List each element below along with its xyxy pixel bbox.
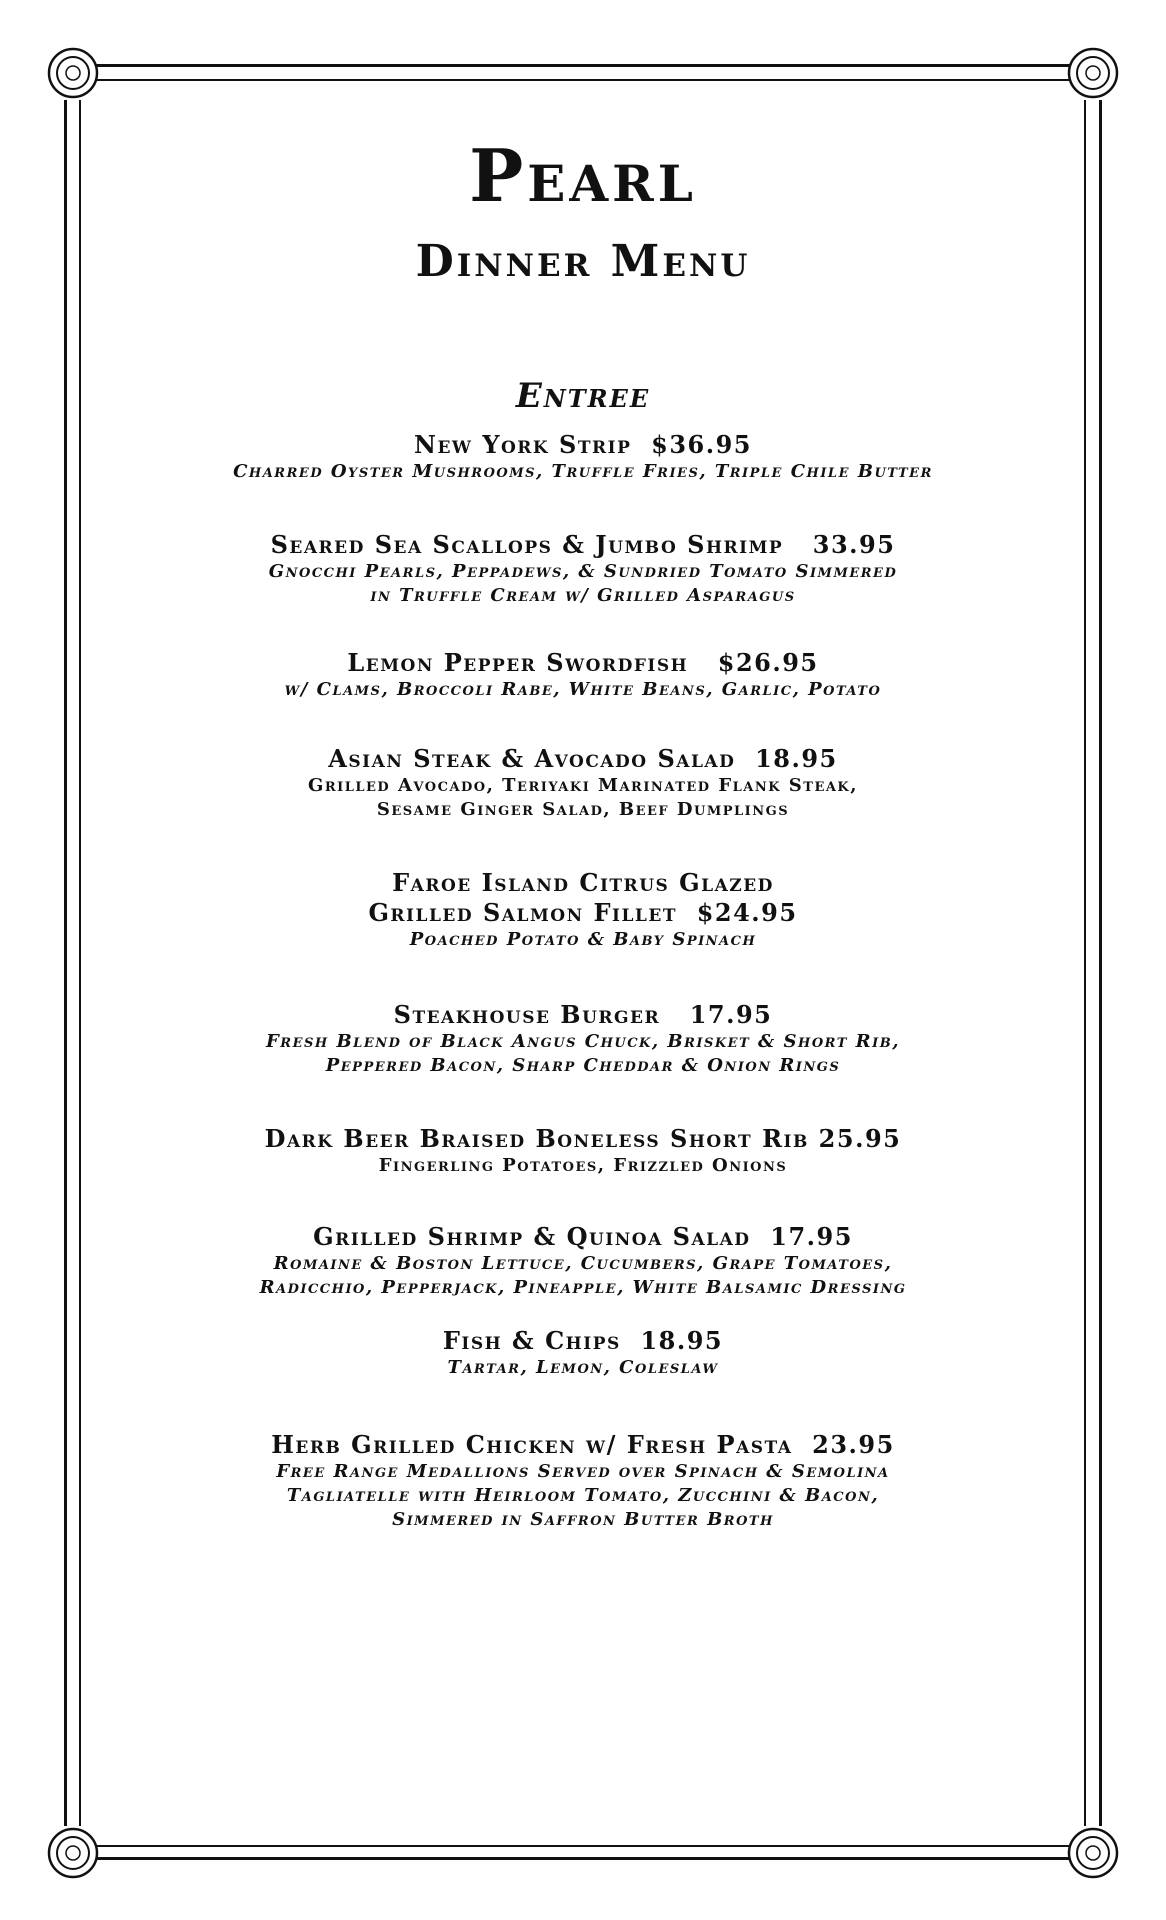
item-name: Steakhouse Burger 17.95 [393,1000,773,1029]
item-name: Seared Sea Scallops & Jumbo Shrimp 33.95 [270,530,896,559]
frame-left-inner [79,100,81,1826]
item-description: Charred Oyster Mushrooms, Truffle Fries, Triple Chile Butter [233,461,933,482]
corner-ornament-icon [46,46,100,100]
item-description: Poached Potato & Baby Spinach [409,929,757,950]
item-name: Grilled Salmon Fillet $24.95 [368,898,798,927]
item-description: Gnocchi Pearls, Peppadews, & Sundried Tomato Simmered [268,561,898,582]
menu-item [110,744,1056,822]
item-name: Dark Beer Braised Boneless Short Rib 25.95 [264,1124,902,1153]
menu-item [110,1222,1056,1300]
menu-item [110,1124,1056,1178]
menu-item [110,648,1056,702]
item-description: Radicchio, Pepperjack, Pineapple, White Balsamic Dressing [259,1277,907,1298]
item-description: Peppered Bacon, Sharp Cheddar & Onion Rings [325,1055,841,1076]
menu-item [110,1000,1056,1078]
menu-item [110,868,1056,952]
item-description: Fresh Blend of Black Angus Chuck, Brisket & Short Rib, [266,1031,900,1052]
item-description: Tartar, Lemon, Coleslaw [447,1357,719,1378]
section-title: Entree [515,376,651,416]
menu-item [110,430,1056,484]
frame-top-inner [96,79,1070,81]
frame-top-outer [96,64,1070,67]
item-name: Asian Steak & Avocado Salad 18.95 [328,744,838,773]
menu-item [110,1430,1056,1532]
item-name: Lemon Pepper Swordfish $26.95 [347,648,819,677]
item-name: Grilled Shrimp & Quinoa Salad 17.95 [313,1222,853,1251]
corner-ornament-icon [1066,1826,1120,1880]
frame-bottom-outer [96,1857,1070,1860]
menu-item [110,530,1056,608]
item-description: Fingerling Potatoes, Frizzled Onions [378,1155,788,1176]
item-description: Romaine & Boston Lettuce, Cucumbers, Grape Tomatoes, [273,1253,893,1274]
frame-right-outer [1099,100,1102,1826]
item-description: Grilled Avocado, Teriyaki Marinated Flank Steak, [307,775,859,796]
item-description: Simmered in Saffron Butter Broth [392,1509,774,1530]
item-description: Sesame Ginger Salad, Beef Dumplings [376,799,790,820]
corner-ornament-icon [46,1826,100,1880]
item-description: in Truffle Cream w/ Grilled Asparagus [370,585,796,606]
item-name: Fish & Chips 18.95 [442,1326,724,1355]
item-description: Tagliatelle with Heirloom Tomato, Zucchini & Bacon, [286,1485,880,1506]
item-name: New York Strip $36.95 [414,430,752,459]
item-name: Faroe Island Citrus Glazed [392,868,774,897]
item-description: Free Range Medallions Served over Spinach & Semolina [276,1461,890,1482]
restaurant-name: Pearl [469,133,697,218]
item-description: w/ Clams, Broccoli Rabe, White Beans, Garlic, Potato [284,679,882,700]
item-name: Herb Grilled Chicken w/ Fresh Pasta 23.95 [271,1430,895,1459]
frame-right-inner [1084,100,1086,1826]
menu-title: Dinner Menu [415,236,751,287]
frame-bottom-inner [96,1845,1070,1847]
corner-ornament-icon [1066,46,1120,100]
frame-left-outer [64,100,67,1826]
menu-item [110,1326,1056,1380]
